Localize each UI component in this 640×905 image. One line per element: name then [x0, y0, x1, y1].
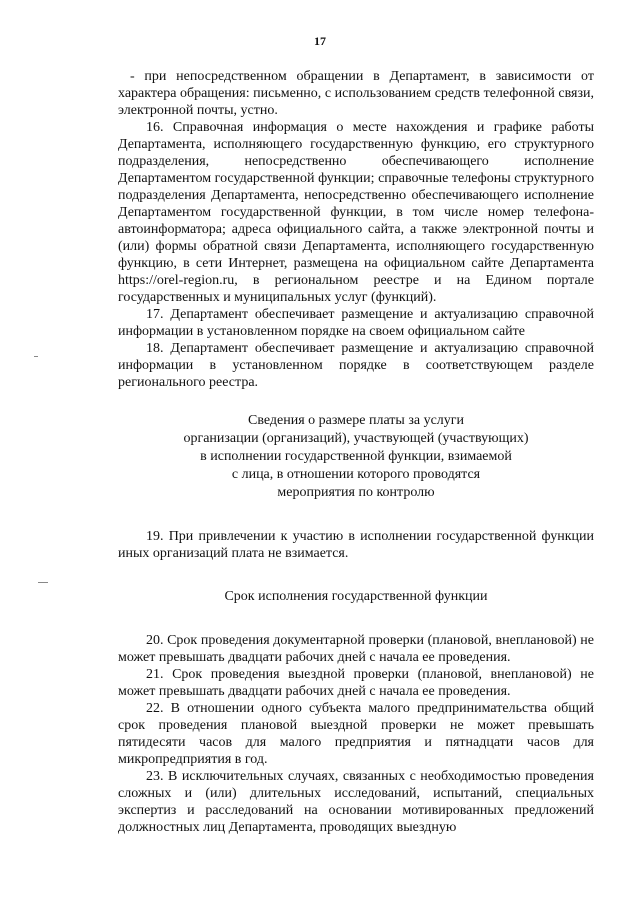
paragraph-20: 20. Срок проведения документарной проверки (плановой, внеплановой) не может превышать двадцати рабочих дней с начала ее проведения. — [118, 633, 594, 665]
heading-line: организации (организаций), участвующей (участвующих) — [183, 431, 529, 446]
scan-mark — [38, 582, 48, 583]
paragraph-21: 21. Срок проведения выездной проверки (плановой, внеплановой) не может превышать двадцати рабочих дней с начала ее проведения. — [118, 667, 594, 699]
section-heading-term: Срок исполнения государственной функции — [224, 589, 488, 604]
section-heading-fee — [118, 412, 594, 502]
heading-line: Сведения о размере платы за услуги — [247, 413, 465, 428]
heading-line: с лица, в отношении которого проводятся — [231, 467, 481, 482]
paragraph-18: 18. Департамент обеспечивает размещение и актуализацию справочной информации в установленном порядке в соответствующем разделе регионального реестра. — [118, 341, 594, 390]
heading-line: в исполнении государственной функции, взимаемой — [200, 449, 512, 464]
scan-mark — [34, 356, 38, 357]
document-body — [118, 68, 594, 836]
paragraph-22: 22. В отношении одного субъекта малого предпринимательства общий срок проведения плановой выездной проверки не может превышать пятидесяти часов для малого предприятия и пятнадцати часов для микропредприятия в год. — [118, 701, 594, 767]
paragraph-contact-methods: - при непосредственном обращении в Департамент, в зависимости от характера обращения: письменно, с использованием средств телефонной связи, электронной почты, устно. — [118, 69, 594, 118]
heading-line: мероприятия по контролю — [277, 485, 435, 500]
paragraph-23: 23. В исключительных случаях, связанных с необходимостью проведения сложных и (или) длительных исследований, испытаний, специальных экспертиз и расследований на основании мотивированных предложений должностных лиц Департамента, проводящих выездную — [118, 769, 594, 835]
paragraph-17: 17. Департамент обеспечивает размещение и актуализацию справочной информации в установленном порядке на своем официальном сайте — [118, 307, 594, 339]
page-number: 17 — [314, 34, 326, 48]
paragraph-19: 19. При привлечении к участию в исполнении государственной функции иных организаций плата не взимается. — [118, 529, 594, 561]
paragraph-16: 16. Справочная информация о месте нахождения и графике работы Департамента, исполняющего государственную функцию, его структурного подразделения, непосредственно обеспечивающего исполнение Департаментом государственной функции; справочные телефоны структурного подразделения Департамента, непосредственно обеспечивающего исполнение Департаментом государственной функции, в том числе номер телефона-автоинформатора; адреса официального сайта, а также электронной почты и (или) формы обратной связи Департамента, исполняющего государственную функцию, в сети Интернет, размещена на официальном сайте Департамента https://orel-region.ru, в региональном реестре и на Едином портале государственных и муниципальных услуг (функций). — [118, 120, 594, 305]
